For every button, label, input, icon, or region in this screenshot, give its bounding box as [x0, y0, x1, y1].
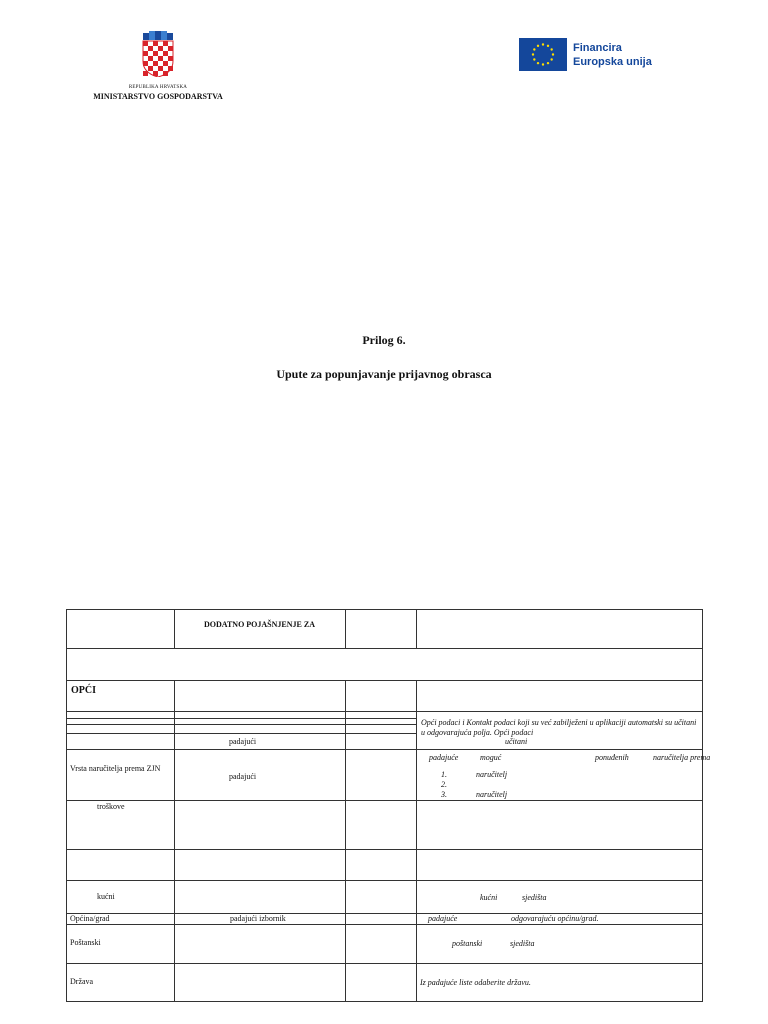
crest-square: [168, 56, 173, 61]
crest-square: [158, 56, 163, 61]
table-rule: [345, 610, 346, 648]
eu-funding-logo: [519, 38, 652, 71]
table-rule: [67, 680, 703, 681]
table-rule: [67, 749, 703, 750]
crest-square: [158, 41, 163, 46]
general-data-note-text: Opći podaci i Kontakt podaci koji su već zabilježeni u aplikaciji automatski su učitani u odgovarajuća polja. Opći podaci: [421, 718, 697, 737]
crest-square: [148, 66, 153, 71]
crest-square: [153, 46, 158, 51]
eu-star-icon: [550, 48, 552, 50]
instructions-table: [66, 609, 711, 1002]
eu-star-icon: [533, 48, 535, 50]
table-rule: [174, 610, 175, 648]
document-title: Upute za popunjavanje prijavnog obrasca: [276, 367, 492, 381]
house-number-label: kućni: [97, 892, 115, 901]
municipality-note-word-2: odgovarajuću općinu/grad.: [511, 914, 599, 923]
table-rule: [67, 718, 417, 719]
crest-square: [163, 56, 168, 61]
crest-square: [143, 56, 148, 61]
eu-star-icon: [542, 63, 544, 65]
crest-square: [163, 61, 168, 66]
country-label: Država: [70, 977, 94, 986]
eu-flag-icon: [519, 38, 567, 71]
municipality-note-word-1: padajuće: [428, 914, 458, 923]
crest-square: [153, 61, 158, 66]
eu-star-icon: [552, 53, 554, 55]
house-note-word-2: sjedišta: [522, 893, 547, 902]
list-number-2: 2.: [441, 780, 447, 789]
crest-square: [143, 51, 148, 56]
table-rule: [67, 724, 417, 725]
ministry-label: MINISTARSTVO GOSPODARSTVA: [93, 92, 223, 101]
crest-square: [163, 66, 168, 71]
house-note-word-1: kućni: [480, 893, 498, 902]
crest-square: [168, 46, 173, 51]
postal-note-word-2: sjedišta: [510, 939, 535, 948]
crest-square: [153, 56, 158, 61]
municipality-label: Općina/grad: [70, 914, 110, 923]
table-rule: [67, 849, 703, 850]
crest-square: [143, 46, 148, 51]
general-data-note: [421, 718, 701, 738]
crest-square: [158, 46, 163, 51]
section-opci-label: OPĆI: [71, 685, 96, 696]
list-text-1: naručitelj: [476, 770, 508, 779]
crest-square: [158, 66, 163, 71]
crest-square: [153, 41, 158, 46]
contracting-note-word-2: moguć: [480, 753, 502, 762]
crest-checkerboard: [143, 41, 173, 76]
costs-label: troškove: [97, 802, 125, 811]
table-rule: [67, 733, 417, 734]
contracting-note-word-1: padajuće: [429, 753, 459, 762]
postal-note-word-1: poštanski: [452, 939, 483, 948]
contracting-note-word-4: naručitelja prema: [653, 753, 711, 762]
crest-square: [143, 41, 148, 46]
contracting-type-label: Vrsta naručitelja prema ZJN: [70, 764, 161, 773]
table-rule: [67, 913, 703, 914]
eu-star-icon: [533, 58, 535, 60]
table-rule: [67, 648, 703, 649]
eu-star-icon: [537, 62, 539, 64]
crest-square: [148, 61, 153, 66]
contracting-type-dropdown-label: padajući: [229, 772, 257, 781]
crest-square: [168, 51, 173, 56]
list-text-3: naručitelj: [476, 790, 508, 799]
table-rule: [174, 680, 175, 1002]
crest-square: [148, 46, 153, 51]
general-data-note-tail: učitani: [505, 737, 528, 746]
contracting-note-word-3: ponuđenih: [595, 753, 629, 762]
crest-square: [153, 51, 158, 56]
table-rule: [67, 800, 703, 801]
list-number-1: 1.: [441, 770, 447, 779]
header-explanation: DODATNO POJAŠNJENJE ZA: [204, 620, 315, 629]
republic-label: REPUBLIKA HRVATSKA: [128, 85, 188, 90]
eu-star-icon: [547, 45, 549, 47]
eu-funding-text: [573, 41, 652, 69]
crest-square: [168, 41, 173, 46]
table-rule: [67, 711, 703, 712]
table-rule: [345, 680, 346, 1002]
eu-star-icon: [532, 53, 534, 55]
table-rule: [67, 963, 703, 964]
eu-line-1: Financira: [573, 41, 622, 54]
municipality-dropdown-label: padajući izbornik: [230, 914, 286, 923]
eu-line-2: Europska unija: [573, 55, 652, 68]
dropdown-label: padajući: [229, 737, 257, 746]
country-note: Iz padajuće liste odaberite državu.: [420, 978, 531, 987]
eu-star-icon: [550, 58, 552, 60]
crest-square: [153, 66, 158, 71]
table-rule: [416, 610, 417, 648]
croatian-coat-of-arms-icon: [141, 31, 175, 77]
crest-square: [158, 51, 163, 56]
crest-square: [163, 46, 168, 51]
annex-number: Prilog 6.: [362, 333, 406, 347]
list-number-3: 3.: [441, 790, 447, 799]
eu-star-icon: [547, 62, 549, 64]
eu-star-icon: [542, 43, 544, 45]
crest-square: [148, 56, 153, 61]
crest-square: [163, 41, 168, 46]
crest-square: [148, 51, 153, 56]
crest-square: [148, 41, 153, 46]
crest-square: [163, 51, 168, 56]
crest-square: [158, 61, 163, 66]
crest-crown: [143, 31, 173, 40]
eu-star-icon: [537, 45, 539, 47]
table-rule: [416, 680, 417, 1002]
table-rule: [67, 924, 703, 925]
table-rule: [67, 880, 703, 881]
postal-label: Poštanski: [70, 938, 101, 947]
